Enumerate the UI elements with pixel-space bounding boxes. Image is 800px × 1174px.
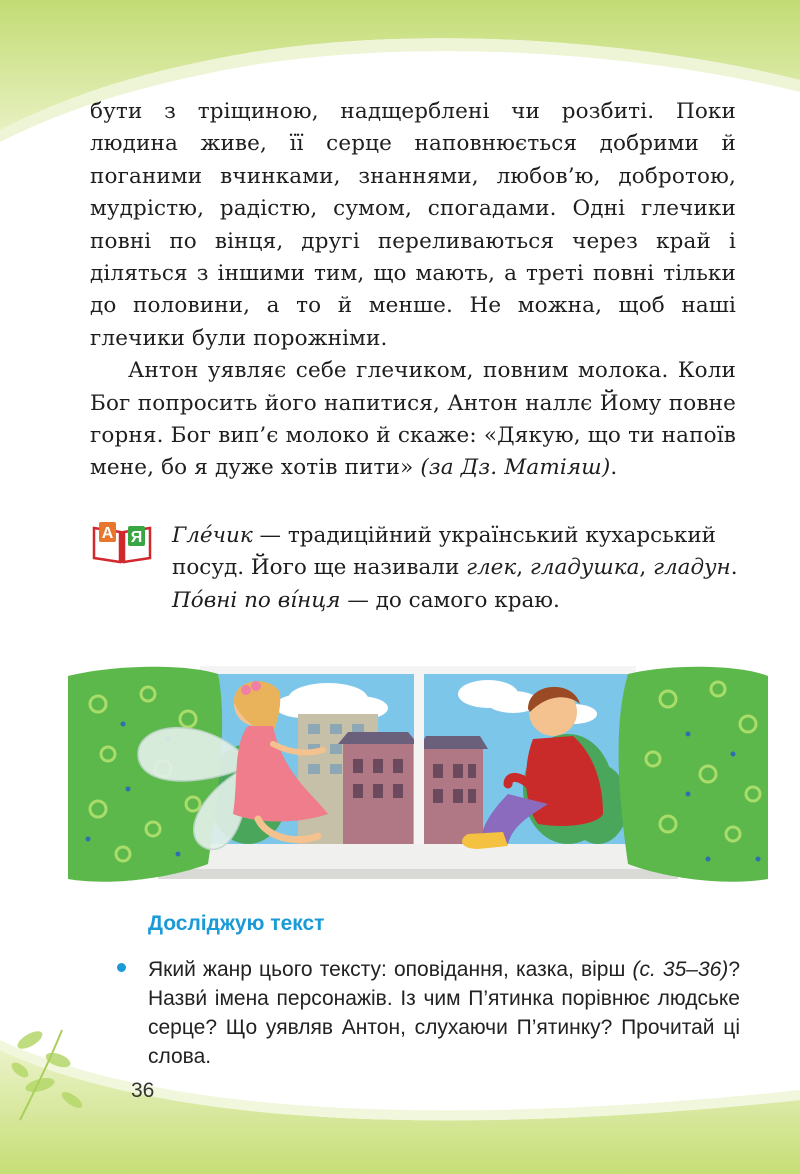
vocab-separator: , [639,555,654,581]
dictionary-letter-ya: Я [130,529,143,546]
story-source: (за Дз. Матіяш) [420,455,611,481]
task-part-2: ? Назви́ імена персонажів. Із чим П’ятинка порівнює людське серце? Що уявляв Антон, слухаючи П’ятинку? Прочитай ці слова. [148,958,740,1068]
vocab-synonym: глек [466,555,517,581]
story-text [90,96,736,485]
vocab-synonym: гладушка [529,555,640,581]
vocabulary-box [172,520,742,617]
task-page-reference: (с. 35–36) [632,958,729,981]
dictionary-letter-a: А [101,525,114,542]
vocab-end-punct: . [730,555,738,581]
story-paragraph-2 [90,355,736,485]
vocab-synonym: гладун [653,555,731,581]
page-number: 36 [131,1079,155,1102]
vocabulary-entry-glechyk [172,520,742,585]
section-title: Досліджую текст [148,912,325,935]
vocab-term: Гле́чик [172,523,253,548]
window-illustration [68,664,768,886]
task-text [148,955,740,1071]
story-paragraph-1: бути з тріщиною, надщерблені чи розбиті. Поки людина живе, її серце наповнюється добрими й поганими вчинками, знаннями, любов’ю, добротою, мудрістю, радістю, сумом, спогадами. Одні глечики повні по вінця, другі переливаються через край і діляться з іншими тим, що мають, а треті повні тільки до половини, а то й менше. Не можна, щоб наші глечики були порожніми. [90,99,736,351]
bullet-icon [117,963,126,972]
task-part-1: Який жанр цього тексту: оповідання, казка, вірш [148,958,633,981]
vocab-separator: , [516,555,530,581]
dictionary-book-icon [90,520,154,564]
vocab-definition: — традиційний український кухарський посуд. Його ще називали [172,523,716,581]
story-end-punct: . [610,455,618,481]
vocab-definition: — до самого краю. [340,587,560,613]
story-paragraph-2-text: Антон уявляє себе глечиком, повним молока. Коли Бог попросить його напитися, Антон наллє Йому повне горня. Бог вип’є молоко й скаже: «Дякую, що ти напоїв мене, бо я дуже хотів пити» [90,358,736,481]
vocab-term: По́вні по ві́нця [172,587,341,613]
vocabulary-entry-povni [172,585,742,617]
